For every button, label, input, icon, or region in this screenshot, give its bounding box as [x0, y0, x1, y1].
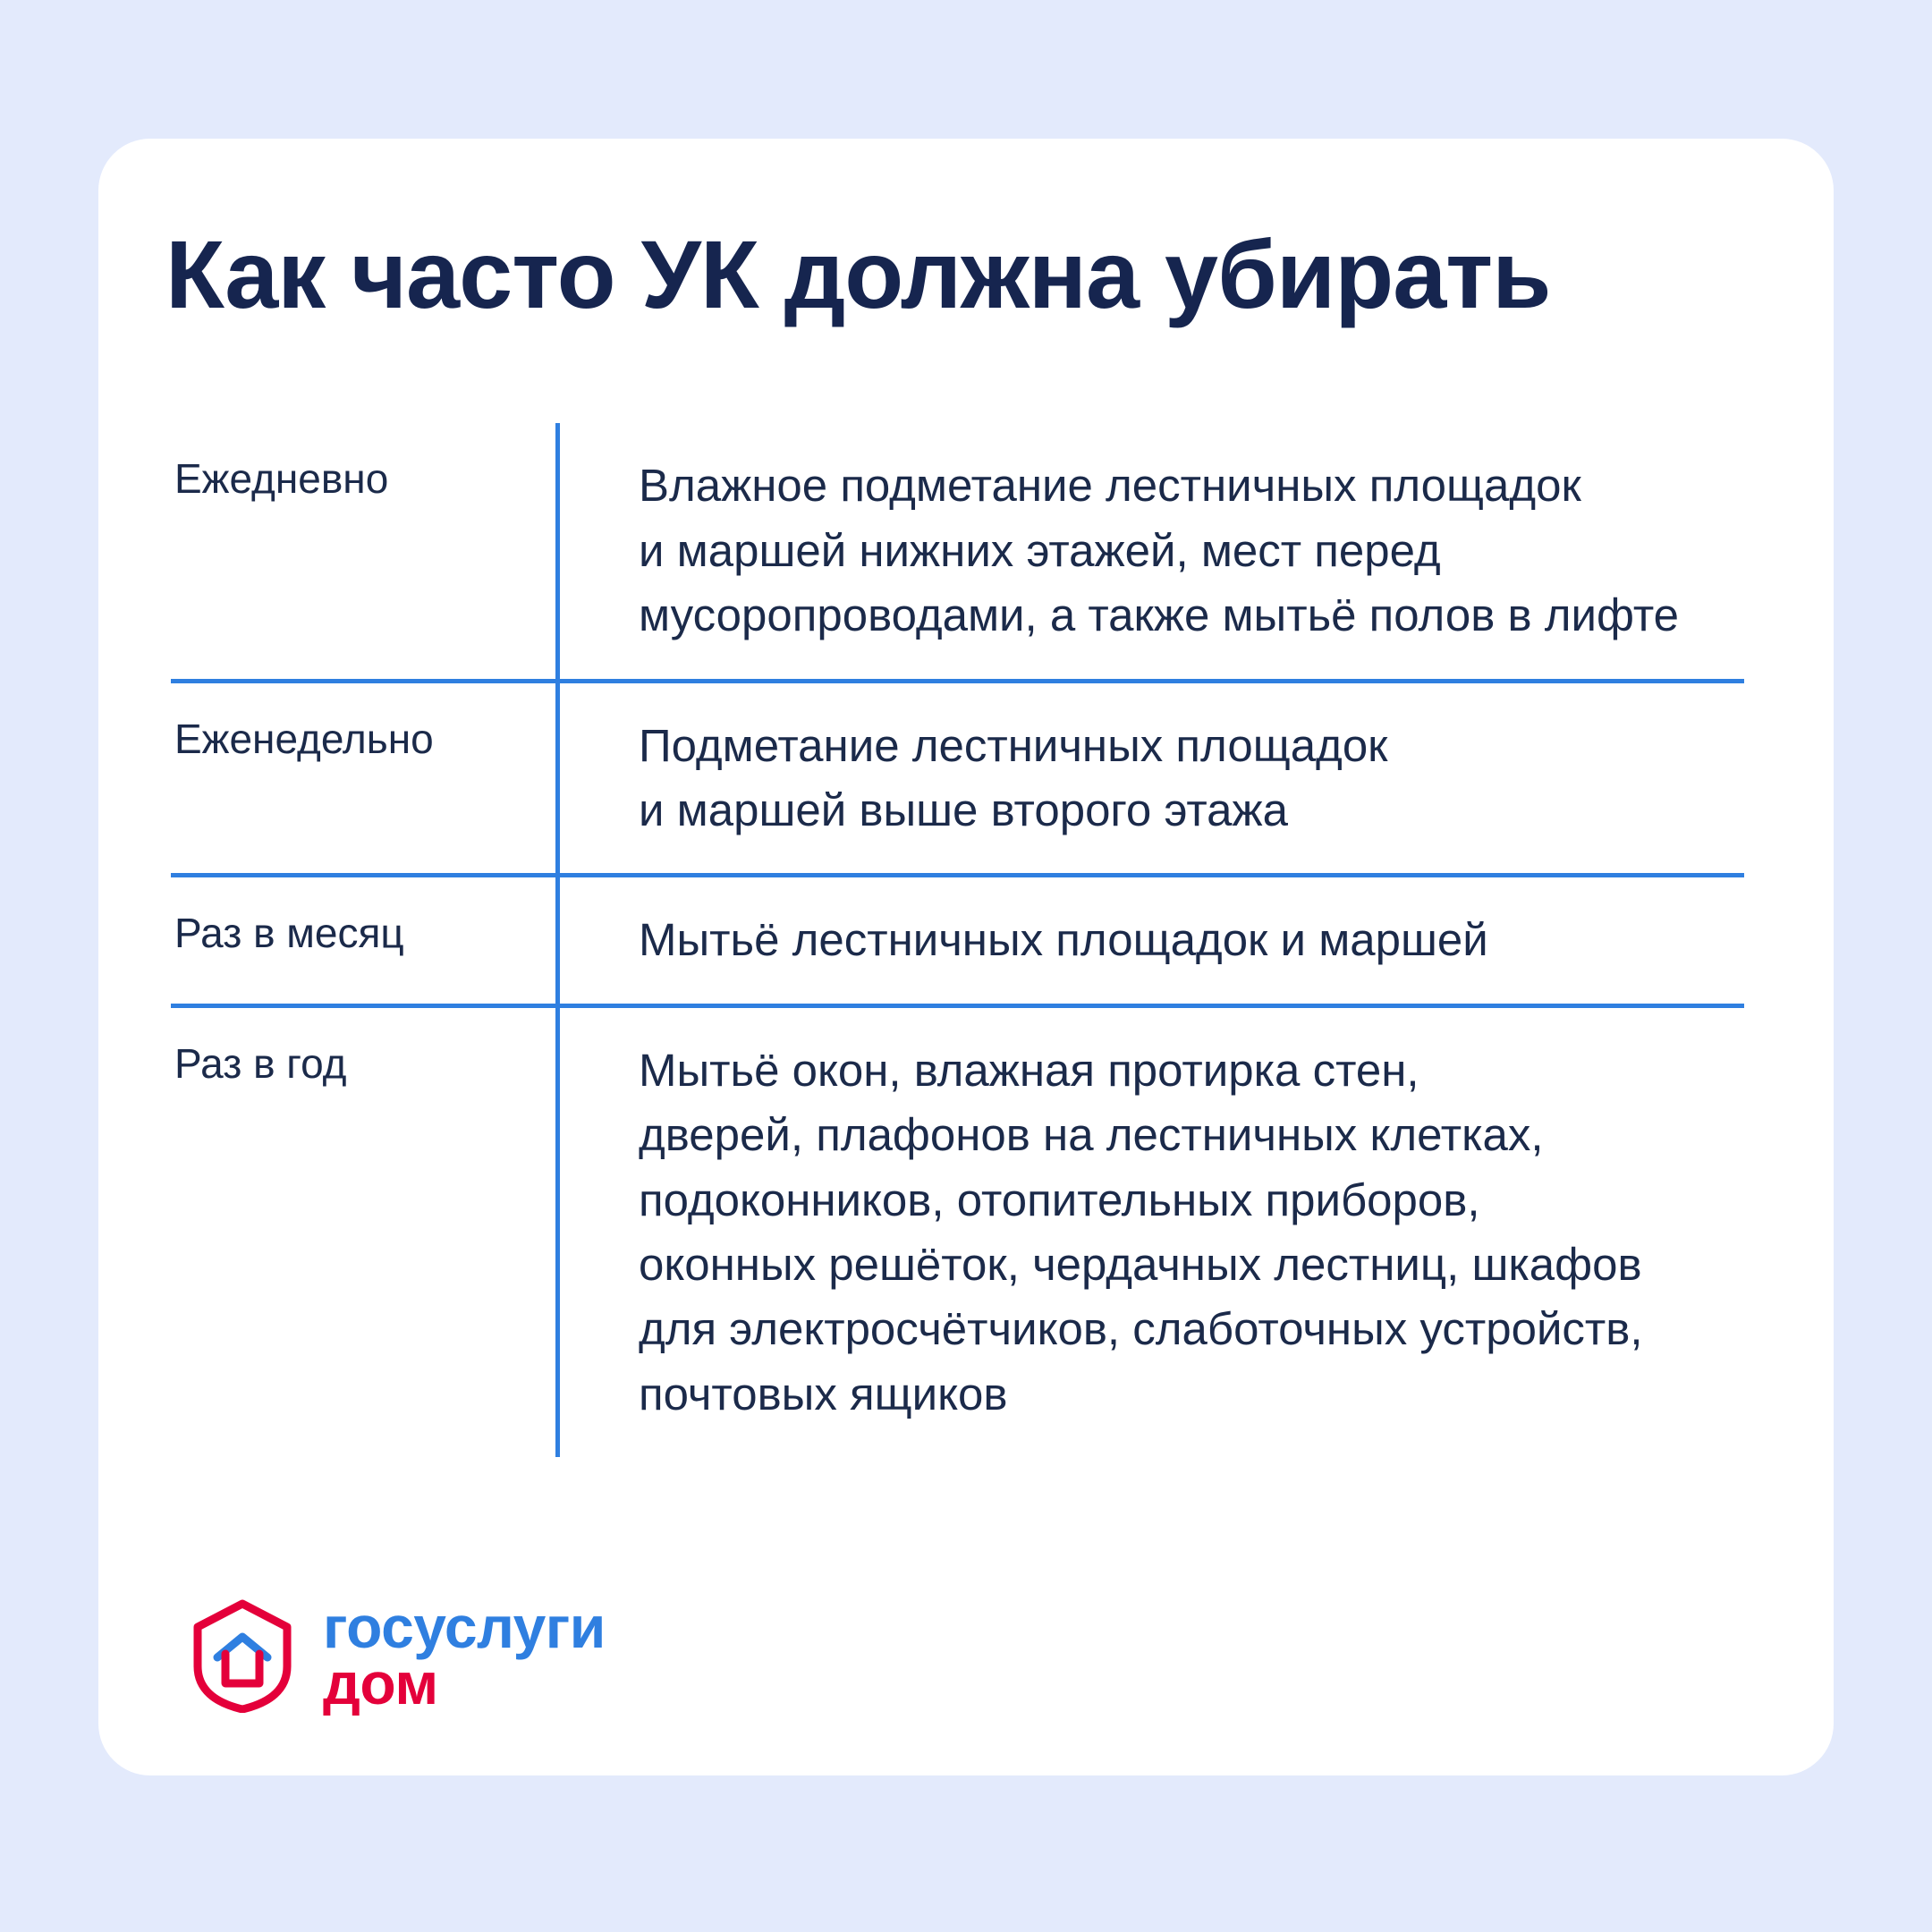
- tasks-line: мусоропроводами, а также мытьё полов в лифте: [639, 589, 1679, 641]
- tasks-line: Мытьё окон, влажная протирка стен,: [639, 1044, 1419, 1096]
- tasks-description: [555, 683, 1744, 874]
- tasks-line: почтовых ящиков: [639, 1368, 1008, 1419]
- tasks-line: и маршей нижних этажей, мест перед: [639, 524, 1441, 576]
- tasks-line: дверей, плафонов на лестничных клетках,: [639, 1109, 1544, 1161]
- tasks-line: оконных решёток, чердачных лестниц, шкафов: [639, 1239, 1642, 1291]
- tasks-line: подоконников, отопительных приборов,: [639, 1174, 1480, 1225]
- tasks-line: Подметание лестничных площадок: [639, 719, 1388, 771]
- frequency-label: Еженедельно: [174, 715, 434, 762]
- page-title: Как часто УК должна убирать: [165, 220, 1551, 328]
- layout-spacer: [165, 1457, 1744, 1598]
- cleaning-frequency-table: [171, 423, 1744, 1457]
- house-shield-icon: [185, 1598, 300, 1713]
- table-row: [171, 873, 1744, 1003]
- logo-line-1: госуслуги: [323, 1594, 606, 1661]
- gosuslugi-dom-logo: [185, 1594, 1744, 1716]
- table-row: [171, 679, 1744, 874]
- content-card: [98, 139, 1834, 1775]
- frequency-label: Раз в год: [174, 1039, 347, 1087]
- table-row: [171, 1004, 1744, 1457]
- table-row: [171, 423, 1744, 678]
- tasks-description: [555, 1008, 1744, 1457]
- frequency-label: Ежедневно: [174, 455, 389, 503]
- tasks-description: [555, 877, 1744, 1003]
- logo-line-2: дом: [323, 1650, 438, 1716]
- tasks-line: для электросчётчиков, слаботочных устройств,: [639, 1303, 1643, 1355]
- tasks-line: и маршей выше второго этажа: [639, 784, 1288, 836]
- tasks-description: [555, 423, 1744, 678]
- logo-wordmark: [323, 1594, 606, 1716]
- tasks-line: Влажное подметание лестничных площадок: [639, 460, 1581, 512]
- frequency-label: Раз в месяц: [174, 910, 404, 957]
- tasks-line: Мытьё лестничных площадок и маршей: [639, 914, 1488, 966]
